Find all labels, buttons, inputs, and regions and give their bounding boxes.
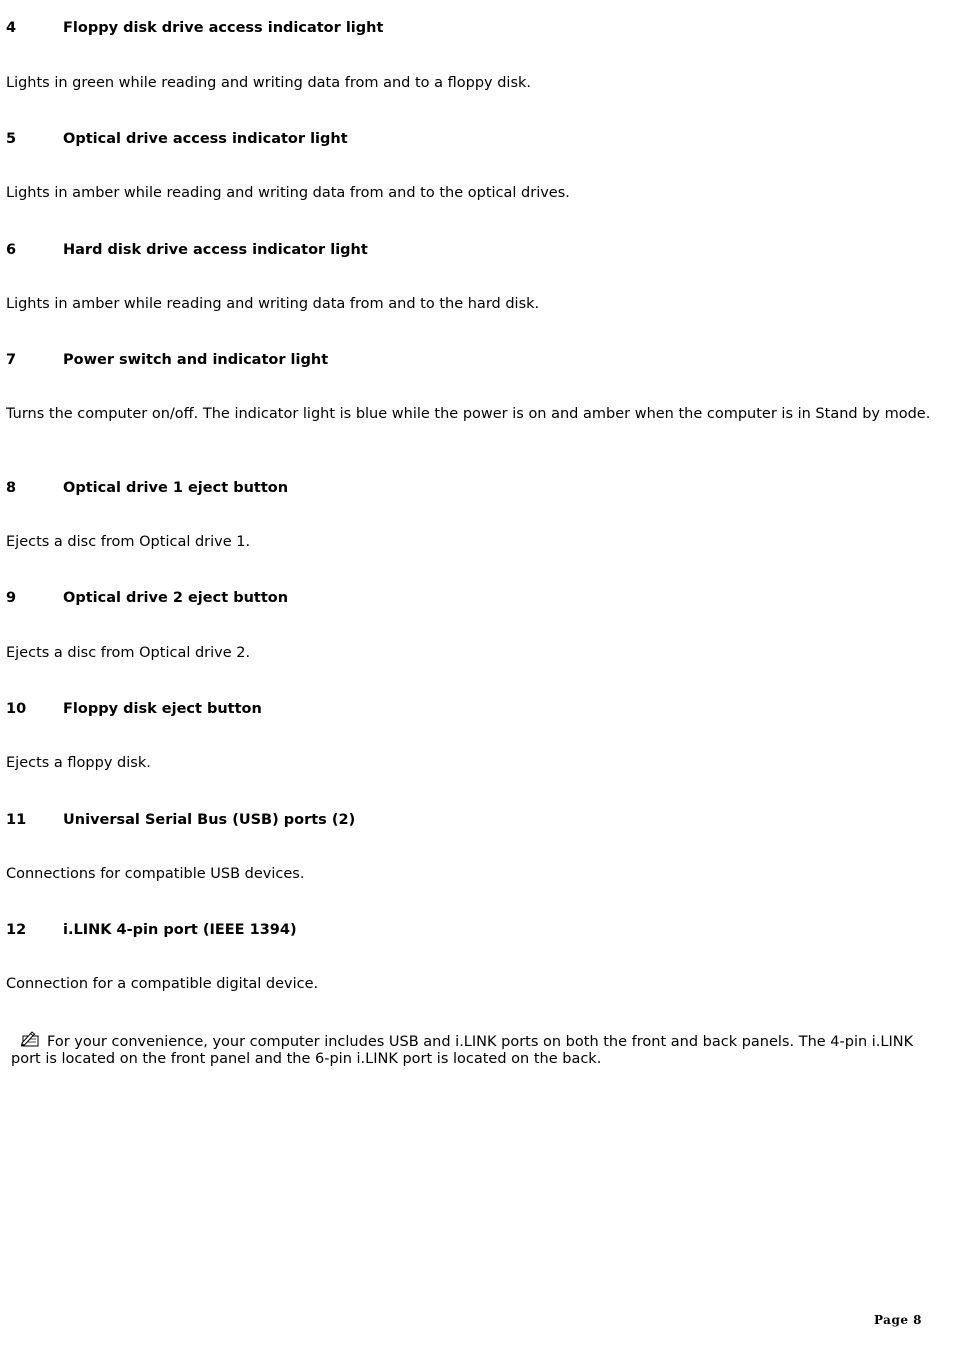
item-title: Floppy disk eject button [63,701,262,717]
item-description: Lights in green while reading and writing data from and to a floppy disk. [6,75,532,91]
item-number: 11 [6,812,27,828]
item-description: Connection for a compatible digital device. [6,976,319,992]
item-number: 6 [6,242,17,258]
item-heading [6,241,368,259]
item-heading [6,700,262,718]
note [11,1030,936,1068]
item-title: Power switch and indicator light [63,352,329,368]
note-pencil-icon [19,1030,43,1048]
item-title: Hard disk drive access indicator light [63,242,368,258]
item-title: Floppy disk drive access indicator light [63,20,384,36]
item-title: Optical drive access indicator light [63,131,348,147]
item-number: 4 [6,20,17,36]
item-title: Optical drive 1 eject button [63,480,289,496]
item-heading [6,589,288,607]
item-description: Connections for compatible USB devices. [6,866,305,882]
item-title: i.LINK 4-pin port (IEEE 1394) [63,922,297,938]
item-description: Ejects a disc from Optical drive 2. [6,645,251,661]
item-number: 8 [6,480,17,496]
item-description: Turns the computer on/off. The indicator light is blue while the power is on and amber when the computer is in Stand by mode. [6,406,931,422]
item-heading [6,19,383,37]
item-heading [6,351,328,369]
item-title: Optical drive 2 eject button [63,590,289,606]
item-description: Lights in amber while reading and writing data from and to the hard disk. [6,296,540,312]
item-heading [6,130,348,148]
item-number: 7 [6,352,17,368]
item-description: Ejects a disc from Optical drive 1. [6,534,251,550]
item-number: 12 [6,922,27,938]
item-description: Ejects a floppy disk. [6,755,151,771]
page-number: Page 8 [873,1313,922,1327]
item-heading [6,921,297,939]
item-heading [6,811,355,829]
item-title: Universal Serial Bus (USB) ports (2) [63,812,356,828]
item-number: 9 [6,590,17,606]
item-description: Lights in amber while reading and writing data from and to the optical drives. [6,185,570,201]
item-heading [6,479,288,497]
note-text: For your convenience, your computer includes USB and i.LINK ports on both the front and back panels. The 4-pin i.LINK port is located on the front panel and the 6-pin i.LINK port is located on the back. [11,1034,914,1067]
item-number: 10 [6,701,27,717]
item-number: 5 [6,131,17,147]
